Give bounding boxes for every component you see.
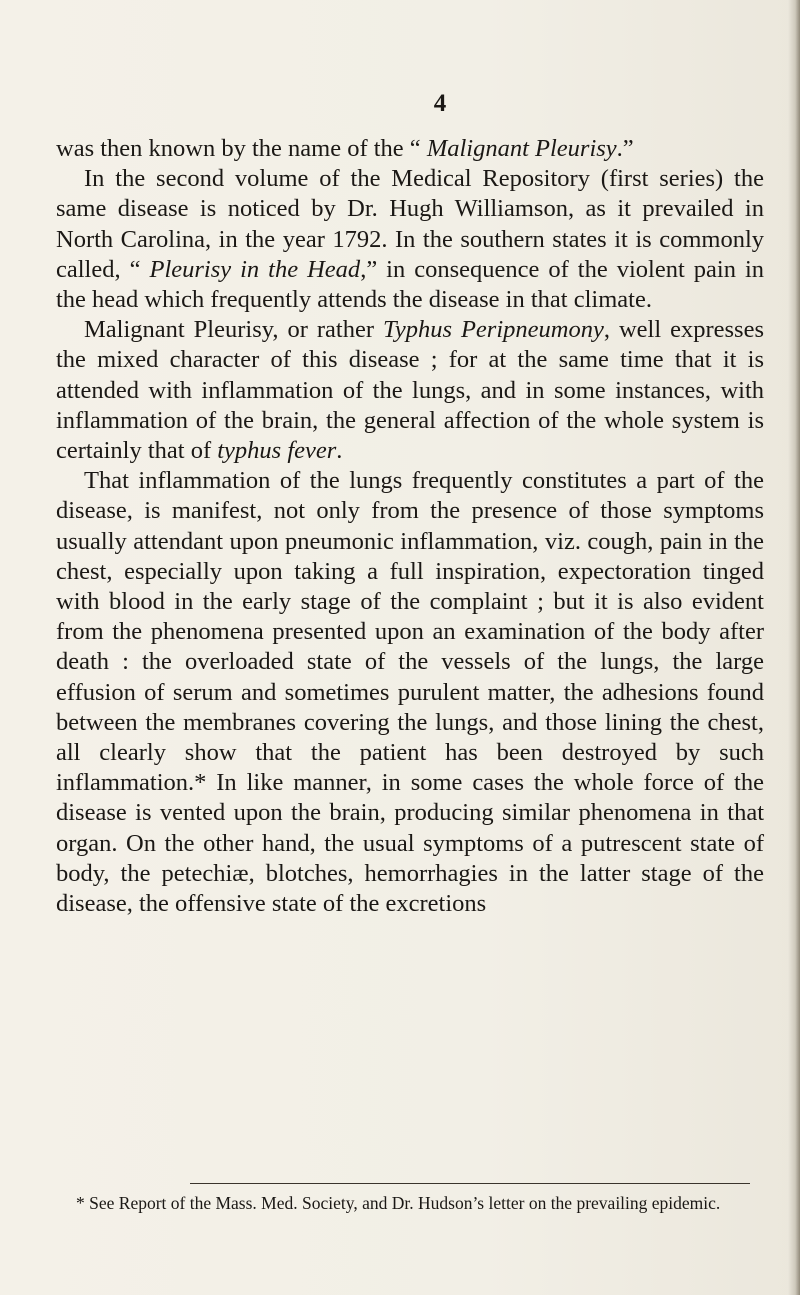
paragraph-2 xyxy=(56,164,764,315)
paragraph-3-text-a: Malignant Pleurisy, or rather xyxy=(84,316,384,344)
page-number: 4 xyxy=(433,90,447,117)
paragraph-4 xyxy=(56,466,764,919)
paragraph-1 xyxy=(56,134,764,164)
paragraph-1-text-b: .” xyxy=(616,135,634,162)
footnote: * See Report of the Mass. Med. Society, and Dr. Hudson’s letter on the prevailing epidemic. xyxy=(76,1193,721,1213)
body-text xyxy=(56,134,764,919)
page-edge-shadow xyxy=(788,0,800,1295)
paragraph-1-text-a: was then known by the name of the “ xyxy=(56,135,427,162)
paragraph-3 xyxy=(56,315,764,466)
paragraph-3-text-b: , well expresses the mixed character of this disease ; for at the same time that it is attended with inflammation of the lungs, and in some instances, with inflammation of the brain, the general affection of the whole system is certainly that of xyxy=(56,316,764,465)
footnote-rule xyxy=(190,1183,750,1184)
paragraph-3-text-c: . xyxy=(336,437,343,465)
paragraph-1-italic-a: Malignant Pleurisy xyxy=(426,135,617,162)
paragraph-2-text-a: In the second volume of the Medical Repository (first series) the same disease is noticed by Dr. Hugh Williamson, as it prevailed in North Carolina, in the year 1792. In the southern states it is commonly called, “ xyxy=(56,165,764,283)
paragraph-3-italic-b: typhus fever xyxy=(217,437,337,465)
paragraph-3-italic-a: Typhus Peripneumony xyxy=(383,316,604,344)
paragraph-4-text-a: That inflammation of the lungs frequently constitutes a part of the disease, is manifest, not only from the presence of those symptoms usually attendant upon pneumonic inflammation, viz. cough, pain in the chest, especially upon taking a full inspiration, expectoration tinged with blood in the early stage of the complaint ; but it is also evident from the phenomena presented upon an examination of the body after death : the overloaded state of the vessels of the lungs, the large effusion of serum and sometimes purulent matter, the adhesions found between the membranes covering the lungs, and those lining the chest, all clearly show that the patient has been destroyed by such inflammation.* In like manner, in some cases the whole force of the disease is vented upon the brain, producing similar phenomena in that organ. On the other hand, the usual symptoms of a putrescent state of body, the petechiæ, blotches, hemorrhagies in the latter stage of the disease, the offensive state of the excretions xyxy=(56,467,764,918)
paragraph-2-text-b: ,” in consequence of the violent pain in the head which frequently attends the disease in that climate. xyxy=(56,255,764,314)
paragraph-2-italic-a: Pleurisy in the Head xyxy=(149,255,361,283)
